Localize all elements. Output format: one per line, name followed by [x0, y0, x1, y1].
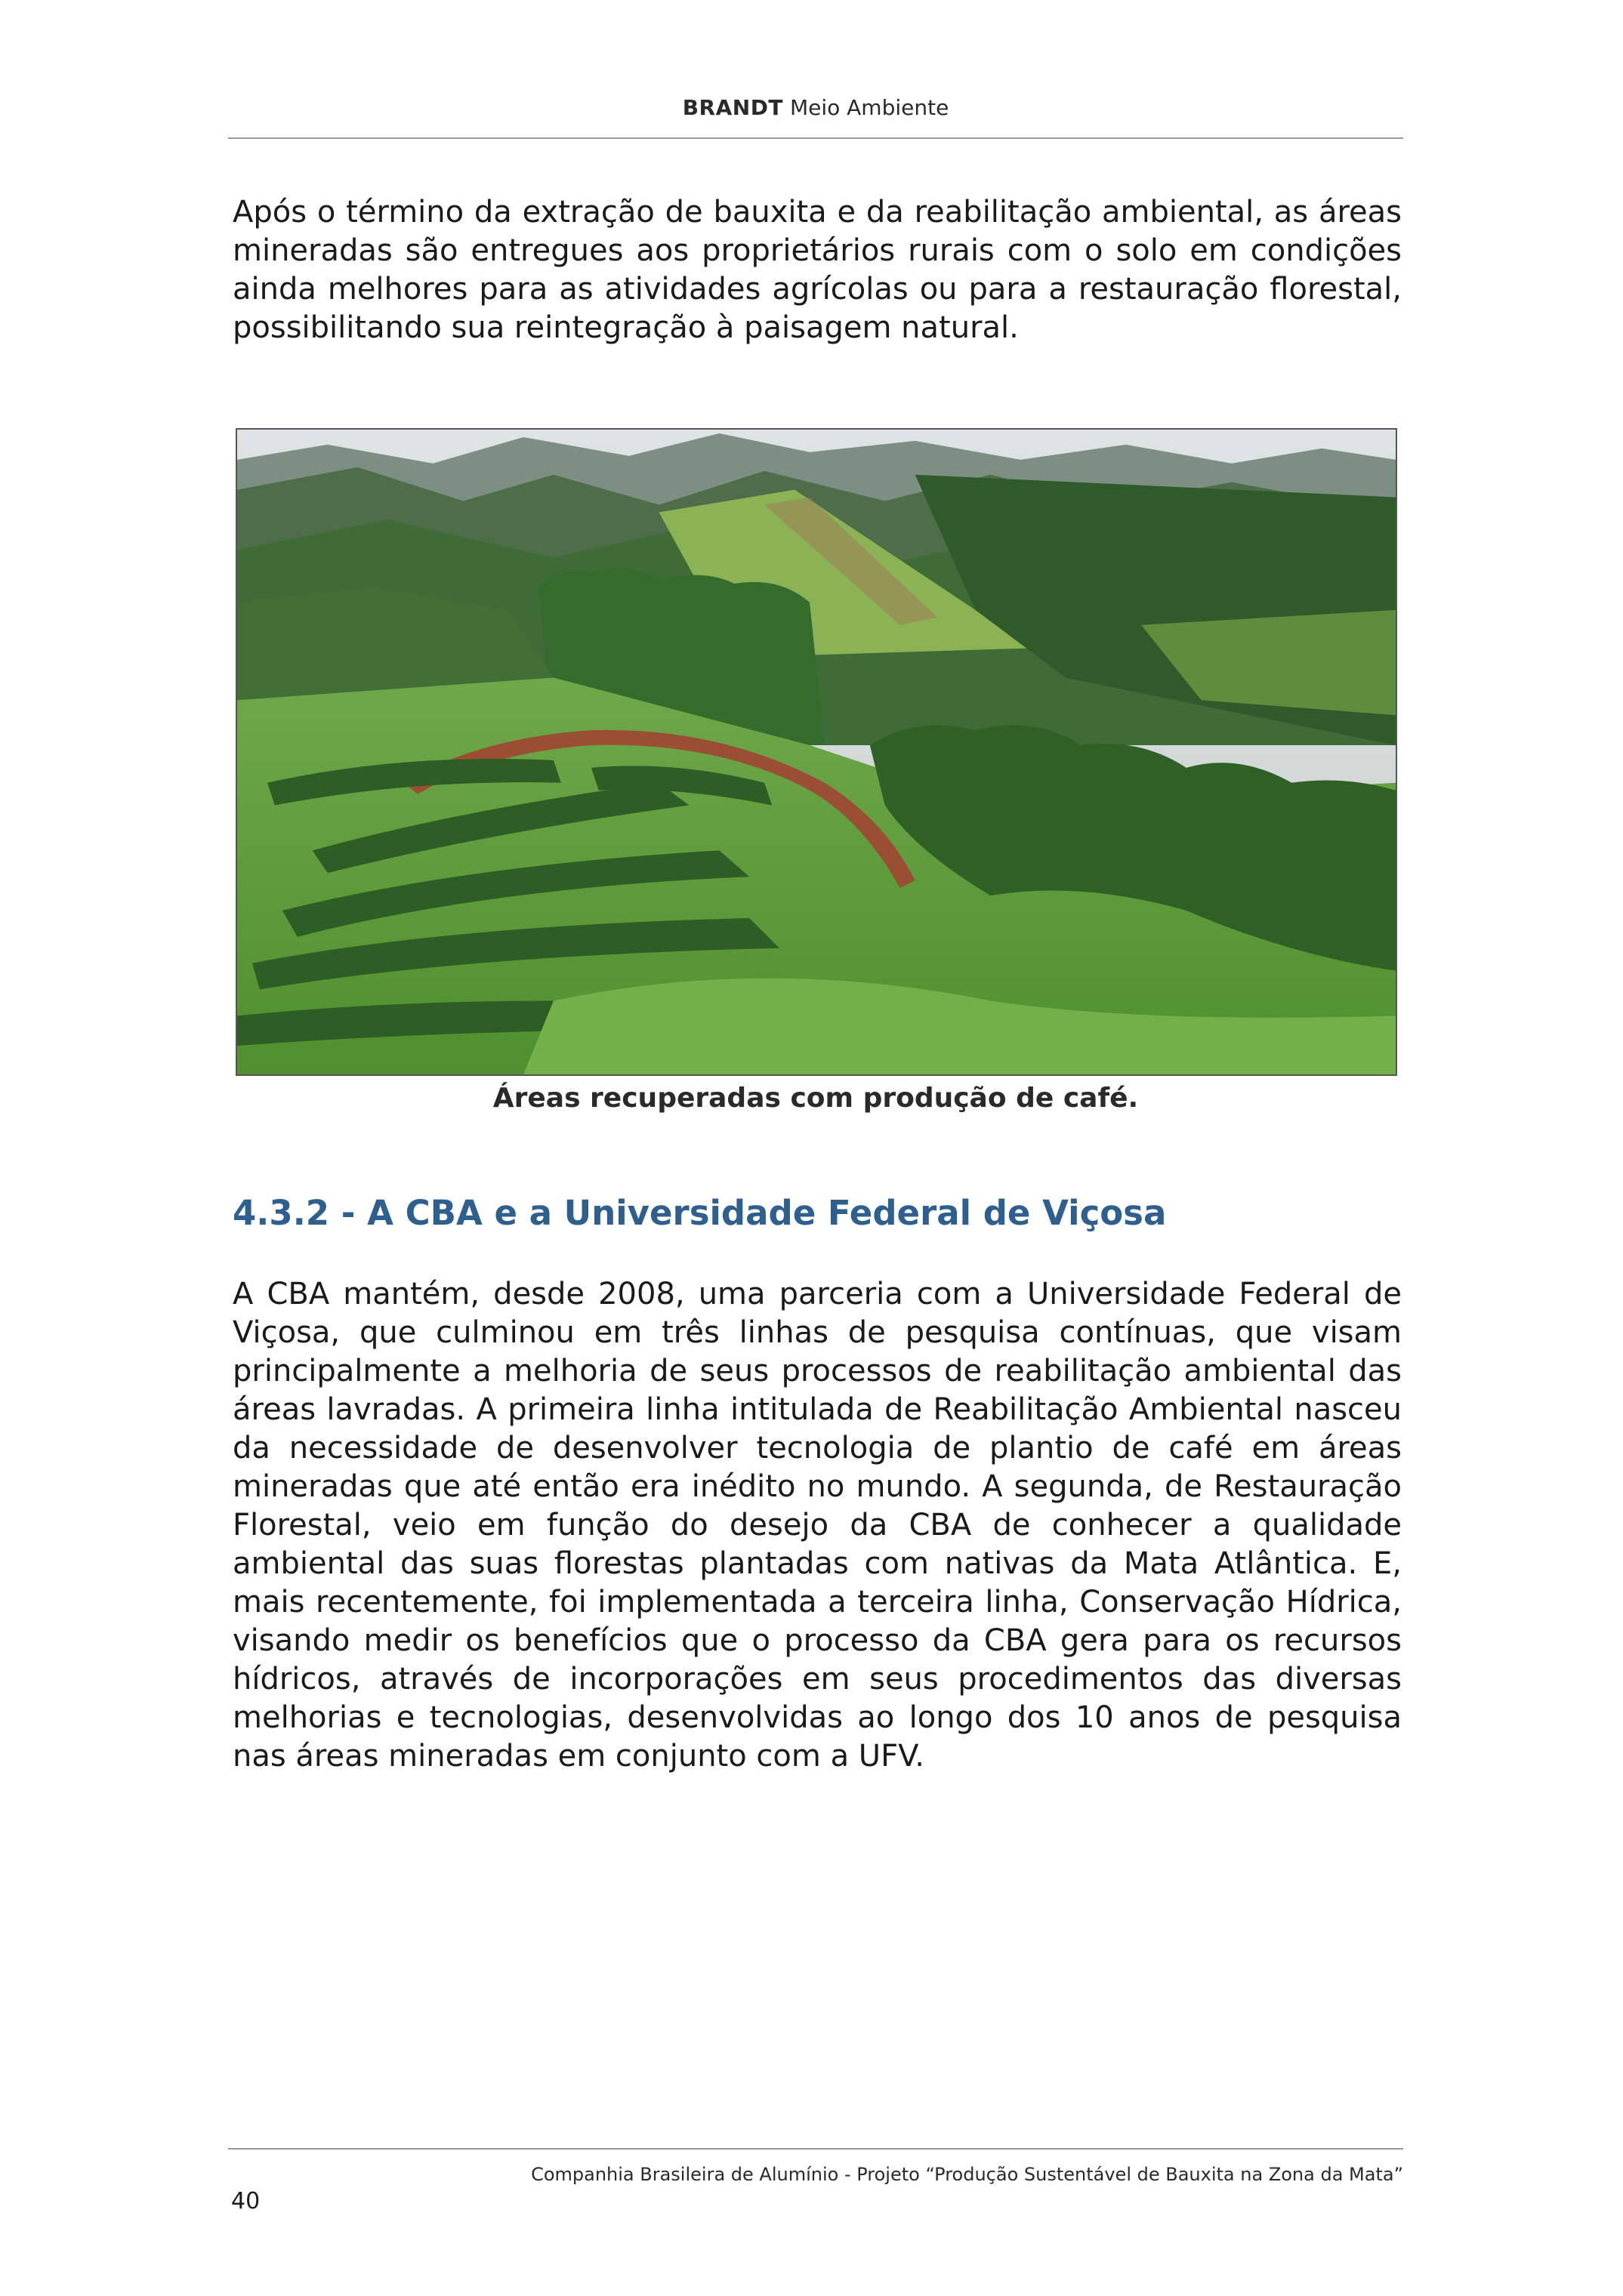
header-title: [228, 95, 1403, 120]
page-number: 40: [231, 2188, 261, 2214]
coffee-plantation-photo: [236, 428, 1397, 1076]
header-divider: [228, 137, 1403, 139]
header-brand: BRANDT: [682, 95, 784, 120]
intro-paragraph: Após o término da extração de bauxita e da reabilitação ambiental, as áreas mineradas são entregues aos proprietários rurais com o solo em condições ainda melhores para as atividades agrícolas ou para a restauração florestal, possibilitando sua reintegração à paisagem natural.: [233, 195, 1402, 345]
footer-text: Companhia Brasileira de Alumínio - Projeto “Produção Sustentável de Bauxita na Zona da Mata”: [531, 2164, 1403, 2185]
header-subtitle: Meio Ambiente: [789, 95, 949, 120]
figure-caption: Áreas recuperadas com produção de café.: [492, 1083, 1139, 1114]
section-heading: 4.3.2 - A CBA e a Universidade Federal de Viçosa: [233, 1193, 1167, 1233]
footer-divider: [228, 2148, 1403, 2150]
section-body: A CBA mantém, desde 2008, uma parceria com a Universidade Federal de Viçosa, que culminou em três linhas de pesquisa contínuas, que visam principalmente a melhoria de seus processos de reabilitação ambiental das áreas lavradas. A primeira linha intitulada de Reabilitação Ambiental nasceu da necessidade de desenvolver tecnologia de plantio de café em áreas mineradas que até então era inédito no mundo. A segunda, de Restauração Florestal, veio em função do desejo da CBA de conhecer a qualidade ambiental das suas florestas plantadas com nativas da Mata Atlântica. E, mais recentemente, foi implementada a terceira linha, Conservação Hídrica, visando medir os benefícios que o processo da CBA gera para os recursos hídricos, através de incorporações em seus procedimentos das diversas melhorias e tecnologias, desenvolvidas ao longo dos 10 anos de pesquisa nas áreas mineradas em conjunto com a UFV.: [233, 1277, 1402, 1774]
landscape-illustration: [237, 430, 1396, 1074]
